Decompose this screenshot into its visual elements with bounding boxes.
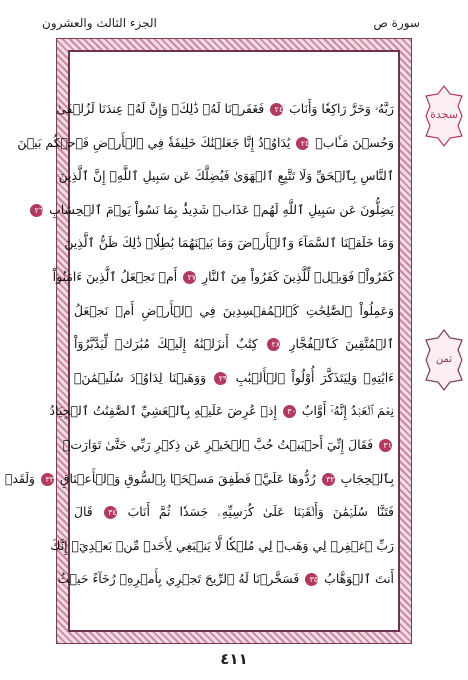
sajdah-label: سجدة — [430, 108, 458, 121]
text-line: ءَايَٰتِهِۦ وَلِيَتَذَكَّرَ أُوْلُواْ ٱلۡأَلۡبَٰبِ ٢٩ وَوَهَبۡنَا لِدَاوُۥدَ سُلَيۡمَٰنَۚ — [74, 369, 394, 385]
text-line: ٱلنَّاسِ بِٱلۡحَقِّ وَلَا تَتَّبِعِ ٱلۡهَوَىٰ فَيُضِلَّكَ عَن سَبِيلِ ٱللَّهِۚ إِنَّ ٱلَّذِينَ — [58, 168, 394, 184]
text-line: رَبِّ ٱغۡفِرۡ لِي وَهَبۡ لِي مُلۡكٗا لَّا يَنۢبَغِي لِأَحَدٖ مِّنۢ بَعۡدِيٓۖ إِنَّكَ — [50, 537, 394, 553]
thumun-marker — [424, 328, 464, 392]
juz-name: الجزء الثالث والعشرون — [42, 16, 157, 30]
ayah-number: ٣١ — [379, 439, 392, 452]
text-line: يَضِلُّونَ عَن سَبِيلِ ٱللَّهِ لَهُمۡ عَذَابٞ شَدِيدُۢ بِمَا نَسُواْ يَوۡمَ ٱلۡحِسَابِ ٢٦ — [74, 193, 394, 227]
text-line: رَبَّهُۥ وَخَرَّ رَاكِعٗا وَأَنَابَ ٢٤ فَغَفَرۡنَا لَهُۥ ذَٰلِكَۖ وَإِنَّ لَهُۥ عِندَنَا لَزُلۡفَىٰ — [56, 101, 394, 116]
ayah-number: ٢٦ — [30, 204, 43, 217]
text-line: نِعۡمَ ٱلۡعَبۡدُ إِنَّهُۥٓ أَوَّابٌ ٣٠ إِذۡ عُرِضَ عَلَيۡهِ بِٱلۡعَشِيِّ ٱلصَّٰفِنَٰتُ ٱلۡجِيَادُ — [49, 403, 394, 419]
text-line: بِٱلۡحِجَابِ ٣٢ رُدُّوهَا عَلَيَّۖ فَطَفِقَ مَسۡحَۢا بِٱلسُّوقِ وَٱلۡأَعۡنَاقِ ٣٣ وَلَقَدۡ — [5, 470, 394, 486]
ayah-number: ٢٩ — [214, 372, 227, 385]
sajdah-marker — [424, 84, 464, 148]
ayah-number: ٢٨ — [267, 338, 280, 351]
thumun-label: ثمن — [435, 354, 453, 365]
text-line: وَعَمِلُواْ ٱلصَّٰلِحَٰتِ كَٱلۡمُفۡسِدِينَ فِي ٱلۡأَرۡضِ أَمۡ نَجۡعَلُ — [74, 302, 394, 318]
quran-text-body — [5, 92, 394, 597]
page-header — [0, 0, 468, 40]
text-line: فَتَنَّا سُلَيۡمَٰنَ وَأَلۡقَيۡنَا عَلَىٰ كُرۡسِيِّهِۦ جَسَدٗا ثُمَّ أَنَابَ ٣٤ قَالَ — [74, 504, 394, 520]
ayah-number: ٣٥ — [305, 573, 318, 586]
text-line: كَفَرُواْۚ فَوَيۡلٞ لِّلَّذِينَ كَفَرُواْ مِنَ ٱلنَّارِ ٢٧ أَمۡ نَجۡعَلُ ٱلَّذِينَ ءَامَنُواْ — [52, 268, 394, 284]
ayah-number: ٢٥ — [296, 137, 309, 150]
text-line: أَنتَ ٱلۡوَهَّابُ ٣٥ فَسَخَّرۡنَا لَهُ ٱلرِّيحَ تَجۡرِي بِأَمۡرِهِۦ رُخَآءً حَيۡثُ — [57, 571, 394, 587]
page-number: ٤١١ — [220, 650, 248, 668]
ayah-number: ٣٠ — [283, 405, 296, 418]
text-line: ٱلۡمُتَّقِينَ كَٱلۡفُجَّارِ ٢٨ كِتَٰبٌ أَنزَلۡنَٰهُ إِلَيۡكَ مُبَٰرَكٞ لِّيَدَّبَّرُوٓاْ — [74, 336, 394, 352]
ayah-number: ٣٣ — [41, 473, 54, 486]
ayah-number: ٣٤ — [104, 506, 117, 519]
text-line: ٣١ فَقَالَ إِنِّيٓ أَحۡبَبۡتُ حُبَّ ٱلۡخَيۡرِ عَن ذِكۡرِ رَبِّي حَتَّىٰ تَوَارَتۡ — [62, 436, 392, 452]
surah-name: سورة ص — [373, 16, 420, 30]
text-line: وَمَا خَلَقۡنَا ٱلسَّمَآءَ وَٱلۡأَرۡضَ وَمَا بَيۡنَهُمَا بَٰطِلٗاۚ ذَٰلِكَ ظَنُّ ٱلَّذِينَ — [64, 235, 394, 251]
ayah-number: ٢٤ — [270, 103, 283, 116]
text-line: وَحُسۡنَ مَـَٔابٖ ٢٥ يَٰدَاوُۥدُ إِنَّا جَعَلۡنَٰكَ خَلِيفَةٗ فِي ٱلۡأَرۡضِ فَٱحۡكُم بَيۡنَ — [17, 134, 394, 150]
ayah-number: ٢٧ — [183, 271, 196, 284]
ayah-number: ٣٢ — [322, 473, 335, 486]
